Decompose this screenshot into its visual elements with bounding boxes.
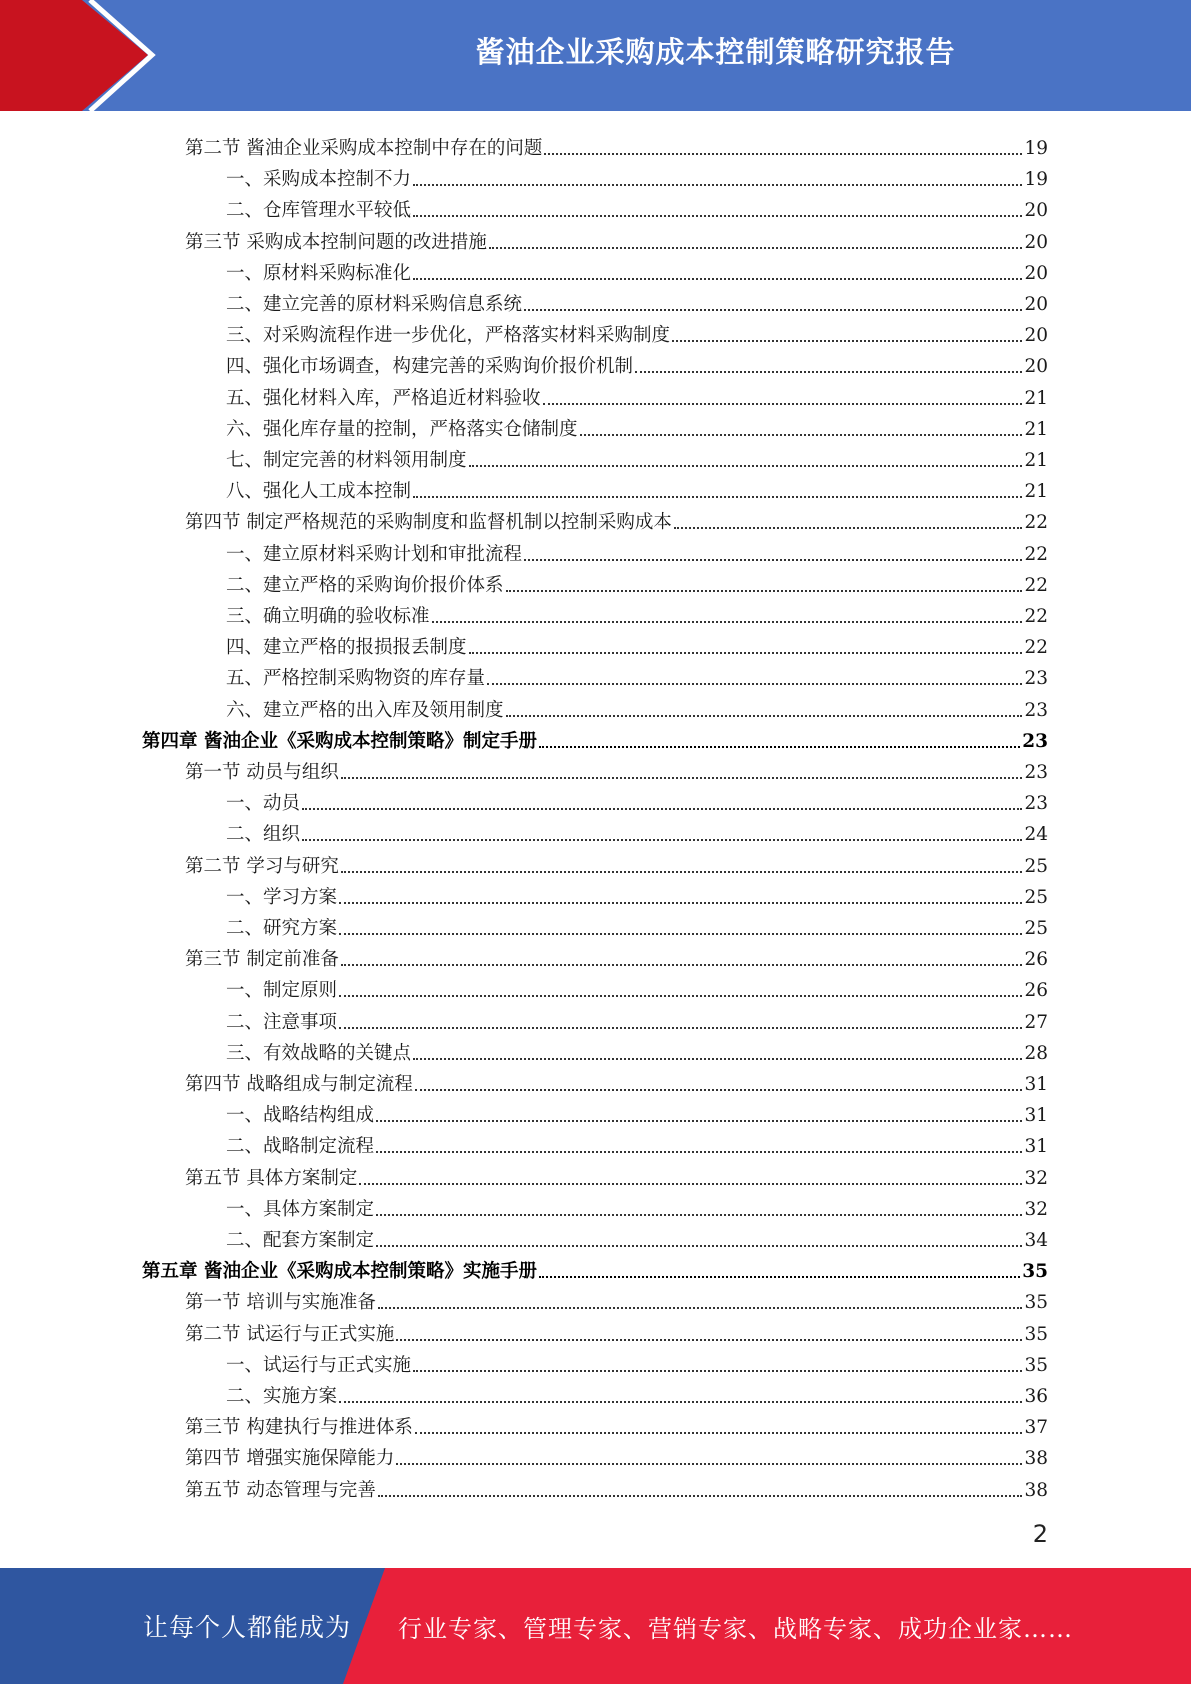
toc-subsection-entry[interactable]	[226, 441, 1048, 472]
toc-subsection-entry[interactable]	[226, 347, 1048, 378]
toc-entry-page: 37	[1024, 1417, 1048, 1439]
toc-entry-title: 五、严格控制采购物资的库存量	[226, 668, 486, 690]
toc-entry-page: 35	[1024, 1323, 1048, 1345]
page-header	[0, 0, 1191, 111]
toc-entry-title: 一、战略结构组成	[226, 1105, 375, 1127]
toc-entry-page: 32	[1024, 1198, 1048, 1220]
toc-dot-leader	[339, 932, 1022, 935]
toc-section-entry[interactable]	[185, 1408, 1048, 1439]
toc-dot-leader	[339, 1026, 1022, 1029]
toc-entry-page: 21	[1024, 481, 1048, 503]
toc-entry-title: 一、采购成本控制不力	[226, 169, 412, 191]
toc-entry-title: 四、强化市场调查，构建完善的采购询价报价机制	[226, 356, 634, 378]
toc-dot-leader	[672, 339, 1022, 342]
toc-entry-page: 31	[1024, 1105, 1048, 1127]
toc-entry-page: 21	[1024, 418, 1048, 440]
toc-dot-leader	[635, 370, 1022, 373]
toc-entry-page: 35	[1022, 1261, 1048, 1283]
toc-section-entry[interactable]	[185, 847, 1048, 878]
toc-entry-title: 七、制定完善的材料领用制度	[226, 450, 467, 471]
toc-entry-title: 一、制定原则	[226, 980, 338, 1002]
toc-entry-page: 23	[1024, 668, 1048, 690]
toc-entry-title: 第二节 学习与研究	[185, 855, 339, 877]
page-footer	[0, 1568, 1191, 1684]
toc-subsection-entry[interactable]	[226, 909, 1048, 940]
toc-entry-title: 三、对采购流程作进一步优化，严格落实材料采购制度	[226, 325, 671, 347]
toc-entry-page: 32	[1024, 1167, 1048, 1189]
toc-dot-leader	[674, 526, 1023, 529]
toc-subsection-entry[interactable]	[226, 1190, 1048, 1221]
toc-entry-title: 三、有效战略的关键点	[226, 1042, 412, 1064]
toc-dot-leader	[489, 246, 1023, 249]
toc-dot-leader	[544, 152, 1022, 155]
toc-entry-page: 35	[1024, 1354, 1048, 1376]
toc-subsection-entry[interactable]	[226, 285, 1048, 316]
toc-dot-leader	[413, 495, 1022, 498]
toc-subsection-entry[interactable]	[226, 1346, 1048, 1377]
toc-dot-leader	[378, 1494, 1023, 1497]
toc-subsection-entry[interactable]	[226, 1096, 1048, 1127]
toc-entry-page: 35	[1024, 1292, 1048, 1314]
toc-entry-page: 20	[1024, 356, 1048, 378]
toc-entry-title: 第一节 动员与组织	[185, 762, 339, 783]
toc-entry-page: 22	[1024, 606, 1048, 627]
toc-entry-page: 23	[1022, 730, 1048, 752]
toc-entry-page: 38	[1024, 1479, 1048, 1501]
toc-dot-leader	[413, 1369, 1022, 1372]
toc-subsection-entry[interactable]	[226, 1003, 1048, 1034]
toc-entry-page: 23	[1024, 793, 1048, 815]
toc-dot-leader	[413, 214, 1022, 217]
toc-dot-leader	[539, 745, 1020, 748]
toc-entry-title: 六、建立严格的出入库及领用制度	[226, 699, 504, 721]
toc-entry-title: 第三节 制定前准备	[185, 949, 339, 971]
toc-entry-title: 二、实施方案	[226, 1386, 338, 1407]
toc-dot-leader	[339, 901, 1022, 904]
toc-dot-leader	[339, 1400, 1022, 1403]
toc-entry-title: 第二节 试运行与正式实施	[185, 1323, 395, 1345]
toc-dot-leader	[341, 870, 1023, 873]
toc-entry-title: 二、仓库管理水平较低	[226, 200, 412, 222]
toc-entry-title: 五、强化材料入库，严格追近材料验收	[226, 387, 541, 409]
toc-entry-title: 第四节 制定严格规范的采购制度和监督机制以控制采购成本	[185, 512, 672, 534]
toc-section-entry[interactable]	[185, 1159, 1048, 1190]
toc-entry-page: 21	[1024, 387, 1048, 409]
toc-entry-page: 22	[1024, 543, 1048, 565]
toc-dot-leader	[302, 807, 1022, 810]
toc-section-entry[interactable]	[185, 753, 1048, 784]
toc-subsection-entry[interactable]	[226, 566, 1048, 597]
toc-subsection-entry[interactable]	[226, 1377, 1048, 1408]
toc-dot-leader	[413, 277, 1022, 280]
toc-subsection-entry[interactable]	[226, 628, 1048, 659]
toc-entry-page: 23	[1024, 762, 1048, 783]
toc-subsection-entry[interactable]	[226, 1034, 1048, 1065]
toc-subsection-entry[interactable]	[226, 379, 1048, 410]
toc-subsection-entry[interactable]	[226, 254, 1048, 285]
toc-entry-page: 21	[1024, 450, 1048, 471]
toc-subsection-entry[interactable]	[226, 971, 1048, 1002]
footer-slogan-left: 让每个人都能成为	[143, 1613, 352, 1642]
toc-dot-leader	[543, 402, 1023, 405]
toc-entry-page: 25	[1024, 886, 1048, 908]
toc-entry-page: 36	[1024, 1386, 1048, 1407]
toc-entry-title: 二、注意事项	[226, 1011, 338, 1033]
toc-entry-title: 第一节 培训与实施准备	[185, 1292, 376, 1314]
toc-section-entry[interactable]	[185, 223, 1048, 254]
toc-dot-leader	[415, 1088, 1023, 1091]
toc-entry-title: 八、强化人工成本控制	[226, 481, 412, 503]
toc-dot-leader	[376, 1213, 1022, 1216]
toc-dot-leader	[506, 589, 1023, 592]
toc-dot-leader	[376, 1119, 1022, 1122]
toc-entry-page: 19	[1024, 169, 1048, 191]
toc-section-entry[interactable]	[185, 1315, 1048, 1346]
toc-section-entry[interactable]	[185, 129, 1048, 160]
toc-dot-leader	[580, 433, 1023, 436]
toc-entry-page: 38	[1024, 1448, 1048, 1470]
toc-section-entry[interactable]	[185, 1439, 1048, 1470]
toc-entry-title: 第四节 战略组成与制定流程	[185, 1074, 413, 1095]
toc-entry-title: 四、建立严格的报损报丢制度	[226, 637, 467, 659]
toc-entry-title: 六、强化库存量的控制，严格落实仓储制度	[226, 418, 578, 440]
toc-entry-page: 31	[1024, 1074, 1048, 1095]
toc-entry-page: 31	[1024, 1136, 1048, 1158]
toc-entry-title: 一、具体方案制定	[226, 1198, 375, 1220]
toc-dot-leader	[524, 558, 1022, 561]
toc-subsection-entry[interactable]	[226, 410, 1048, 441]
footer-slogan-right: 行业专家、管理专家、营销专家、战略专家、成功企业家……	[398, 1614, 1073, 1643]
toc-entry-page: 22	[1024, 637, 1048, 659]
toc-dot-leader	[415, 1431, 1023, 1434]
toc-entry-title: 第三节 采购成本控制问题的改进措施	[185, 231, 487, 253]
toc-entry-title: 一、原材料采购标准化	[226, 262, 412, 284]
toc-subsection-entry[interactable]	[226, 472, 1048, 503]
toc-dot-leader	[359, 1182, 1022, 1185]
toc-entry-page: 26	[1024, 949, 1048, 971]
toc-section-entry[interactable]	[185, 1065, 1048, 1096]
toc-dot-leader	[396, 1338, 1022, 1341]
toc-dot-leader	[469, 651, 1023, 654]
toc-dot-leader	[539, 1275, 1020, 1278]
toc-subsection-entry[interactable]	[226, 535, 1048, 566]
toc-entry-page: 20	[1024, 262, 1048, 284]
toc-dot-leader	[341, 776, 1023, 779]
toc-entry-title: 二、研究方案	[226, 918, 338, 939]
toc-section-entry[interactable]	[185, 1283, 1048, 1314]
toc-dot-leader	[341, 963, 1023, 966]
toc-entry-page: 34	[1024, 1230, 1048, 1251]
toc-entry-page: 28	[1024, 1042, 1048, 1064]
toc-section-entry[interactable]	[185, 940, 1048, 971]
toc-subsection-entry[interactable]	[226, 878, 1048, 909]
toc-entry-page: 19	[1024, 138, 1048, 159]
toc-entry-title: 三、确立明确的验收标准	[226, 606, 430, 627]
toc-entry-page: 20	[1024, 231, 1048, 253]
toc-dot-leader	[302, 838, 1022, 841]
toc-dot-leader	[469, 464, 1023, 467]
toc-entry-page: 27	[1024, 1011, 1048, 1033]
toc-subsection-entry[interactable]	[226, 160, 1048, 191]
toc-subsection-entry[interactable]	[226, 316, 1048, 347]
toc-dot-leader	[413, 1057, 1022, 1060]
toc-subsection-entry[interactable]	[226, 1127, 1048, 1158]
toc-entry-title: 二、战略制定流程	[226, 1136, 375, 1158]
toc-entry-page: 23	[1024, 699, 1048, 721]
toc-dot-leader	[506, 714, 1023, 717]
toc-dot-leader	[524, 308, 1022, 311]
toc-entry-title: 一、试运行与正式实施	[226, 1354, 412, 1376]
toc-entry-page: 26	[1024, 980, 1048, 1002]
toc-section-entry[interactable]	[185, 1471, 1048, 1502]
toc-entry-title: 第五节 动态管理与完善	[185, 1479, 376, 1501]
toc-entry-page: 25	[1024, 855, 1048, 877]
toc-entry-title: 一、学习方案	[226, 886, 338, 908]
page-number: 2	[1032, 1520, 1048, 1548]
toc-dot-leader	[432, 620, 1023, 623]
toc-subsection-entry[interactable]	[226, 691, 1048, 722]
toc-entry-title: 第二节 酱油企业采购成本控制中存在的问题	[185, 138, 543, 159]
toc-subsection-entry[interactable]	[226, 784, 1048, 815]
report-title: 酱油企业采购成本控制策略研究报告	[475, 34, 956, 69]
toc-subsection-entry[interactable]	[226, 597, 1048, 628]
toc-dot-leader	[378, 1306, 1023, 1309]
toc-entry-page: 22	[1024, 512, 1048, 534]
toc-section-entry[interactable]	[185, 503, 1048, 534]
toc-entry-page: 20	[1024, 200, 1048, 222]
toc-dot-leader	[413, 183, 1022, 186]
toc-entry-page: 20	[1024, 294, 1048, 315]
toc-entry-page: 22	[1024, 574, 1048, 596]
toc-dot-leader	[396, 1462, 1022, 1465]
toc-subsection-entry[interactable]	[226, 191, 1048, 222]
toc-subsection-entry[interactable]	[226, 659, 1048, 690]
toc-dot-leader	[376, 1244, 1022, 1247]
toc-dot-leader	[487, 682, 1022, 685]
toc-dot-leader	[339, 994, 1022, 997]
toc-entry-title: 一、动员	[226, 793, 301, 815]
toc-entry-title: 二、配套方案制定	[226, 1230, 375, 1251]
toc-subsection-entry[interactable]	[226, 815, 1048, 846]
toc-entry-title: 第五节 具体方案制定	[185, 1167, 358, 1189]
toc-entry-page: 24	[1024, 824, 1048, 846]
toc-subsection-entry[interactable]	[226, 1221, 1048, 1252]
toc-entry-title: 第五章 酱油企业《采购成本控制策略》实施手册	[142, 1261, 537, 1283]
toc-dot-leader	[376, 1150, 1022, 1153]
toc-entry-title: 二、组织	[226, 824, 301, 846]
toc-chapter-entry[interactable]	[142, 722, 1048, 753]
toc-chapter-entry[interactable]	[142, 1252, 1048, 1283]
toc-entry-page: 25	[1024, 918, 1048, 939]
toc-entry-page: 20	[1024, 325, 1048, 347]
toc-entry-title: 一、建立原材料采购计划和审批流程	[226, 543, 523, 565]
toc-entry-title: 第四章 酱油企业《采购成本控制策略》制定手册	[142, 730, 537, 752]
toc-entry-title: 二、建立严格的采购询价报价体系	[226, 574, 504, 596]
toc-entry-title: 第四节 增强实施保障能力	[185, 1448, 395, 1470]
toc-entry-title: 第三节 构建执行与推进体系	[185, 1417, 413, 1439]
toc-entry-title: 二、建立完善的原材料采购信息系统	[226, 294, 523, 315]
